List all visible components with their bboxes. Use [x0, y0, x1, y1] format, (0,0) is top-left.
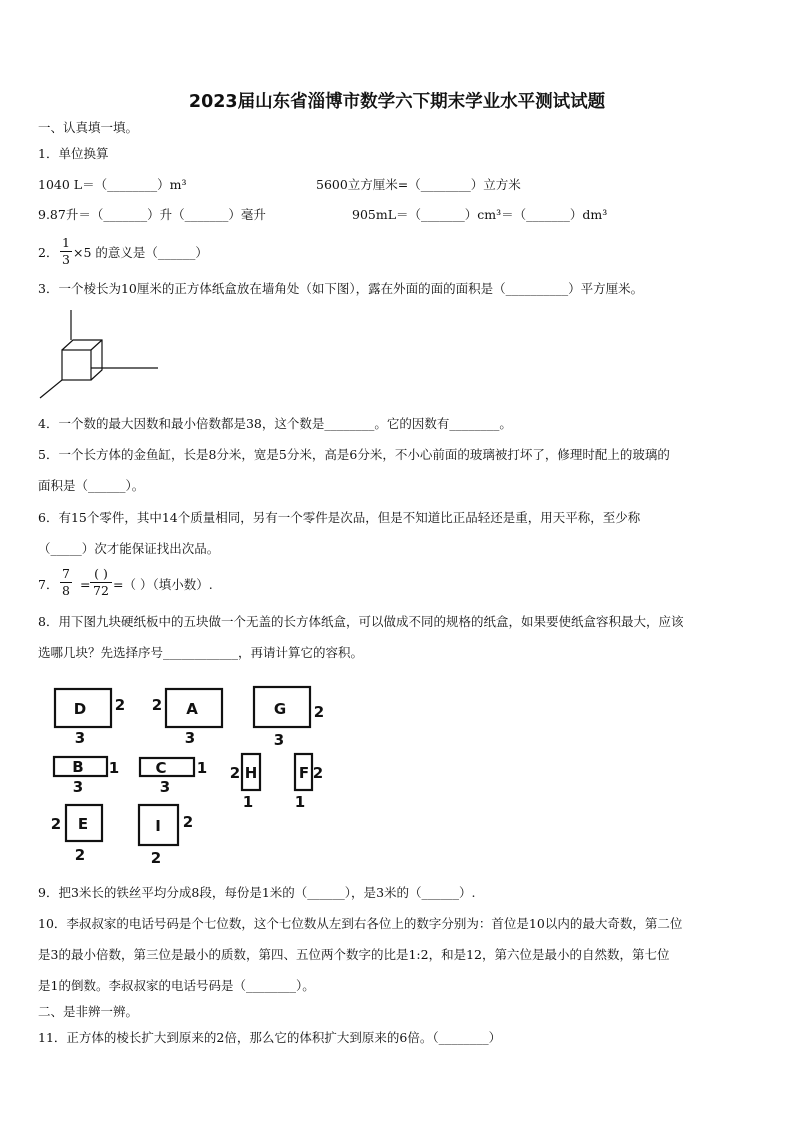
q10-line1: 10．李叔叔家的电话号码是个七位数，这个七位数从左到右各位上的数字分别为：首位是10以内的最大奇数，第二位 — [38, 916, 683, 931]
board-A-side: 2 — [151, 696, 163, 714]
q2-denominator: 3 — [62, 252, 70, 267]
section-1-heading: 一、认真填一填。 — [38, 120, 139, 135]
q7-fraction-2 — [90, 567, 112, 598]
q4-text: 4．一个数的最大因数和最小倍数都是38，这个数是________。它的因数有________。 — [38, 416, 512, 431]
q7-equals: = — [80, 577, 91, 592]
q7-f2-denominator: 72 — [93, 583, 109, 598]
q2-fraction — [60, 236, 72, 267]
q2-text: ×5 的意义是（______） — [73, 245, 208, 260]
q3-text: 3．一个棱长为10厘米的正方体纸盒放在墙角处（如下图），露在外面的面的面积是（__________）平方厘米。 — [38, 281, 644, 296]
board-H-id: H — [244, 764, 258, 782]
board-E-bottom: 2 — [74, 846, 86, 864]
board-I-bottom: 2 — [150, 849, 162, 867]
board-G-id: G — [273, 700, 287, 718]
q10-line2: 是3的最小倍数，第三位是最小的质数，第四、五位两个数字的比是1:2，和是12，第六位是最小的自然数，第七位 — [38, 947, 670, 962]
board-E-side: 2 — [50, 815, 62, 833]
board-B-side: 1 — [108, 759, 120, 777]
q1-d: 905mL＝（_______）cm³＝（_______）dm³ — [352, 207, 608, 222]
board-C — [140, 758, 194, 776]
board-H-bottom: 1 — [242, 793, 254, 811]
q8-line2: 选哪几块？先选择序号____________，再请计算它的容积。 — [38, 645, 364, 660]
boards-figure — [0, 675, 794, 875]
board-E-id: E — [77, 815, 89, 833]
section-2-heading: 二、是非辨一辨。 — [38, 1004, 139, 1019]
board-G-side: 2 — [313, 703, 325, 721]
board-A-bottom: 3 — [184, 729, 196, 747]
q2-number: 2． — [38, 245, 59, 260]
q7-fraction-1 — [60, 567, 72, 598]
board-C-side: 1 — [196, 759, 208, 777]
q6-line2: （_____）次才能保证找出次品。 — [38, 541, 220, 556]
q7-f1-denominator: 8 — [62, 583, 70, 598]
q1-a: 1040 L＝（________）m³ — [38, 177, 187, 192]
board-A-id: A — [186, 700, 198, 718]
board-H-side: 2 — [229, 764, 241, 782]
q8-line1: 8．用下图九块硬纸板中的五块做一个无盖的长方体纸盒，可以做成不同的规格的纸盒，如果要使纸盒容积最大，应该 — [38, 614, 684, 629]
q5-line2: 面积是（______）。 — [38, 478, 145, 493]
q2-numerator: 1 — [62, 235, 70, 250]
q7-number: 7． — [38, 577, 59, 592]
board-F-side: 2 — [312, 764, 324, 782]
q10-line3: 是1的倒数。李叔叔家的电话号码是（________）。 — [38, 978, 315, 993]
q5-line1: 5．一个长方体的金鱼缸，长是8分米，宽是5分米，高是6分米，不小心前面的玻璃被打坏了，修理时配上的玻璃的 — [38, 447, 670, 462]
board-I-id: I — [155, 817, 161, 835]
board-G-bottom: 3 — [273, 731, 285, 749]
cube-corner-figure — [38, 308, 163, 400]
board-C-bottom: 3 — [159, 778, 171, 796]
board-B-id: B — [72, 758, 84, 776]
q1-c: 9.87升＝（_______）升（_______）毫升 — [38, 207, 266, 222]
q6-line1: 6．有15个零件，其中14个质量相同，另有一个零件是次品，但是不知道比正品轻还是重，用天平称，至少称 — [38, 510, 641, 525]
page-title: 2023届山东省淄博市数学六下期末学业水平测试试题 — [188, 92, 606, 112]
board-F-bottom: 1 — [294, 793, 306, 811]
q11-text: 11．正方体的棱长扩大到原来的2倍，那么它的体积扩大到原来的6倍。（________） — [38, 1030, 502, 1045]
board-D-id: D — [73, 700, 87, 718]
board-C-id: C — [155, 759, 167, 777]
q7-f1-numerator: 7 — [62, 566, 70, 581]
board-D-side: 2 — [114, 696, 126, 714]
board-D-bottom: 3 — [74, 729, 86, 747]
q9-text: 9．把3米长的铁丝平均分成8段，每份是1米的（______），是3米的（______）. — [38, 885, 476, 900]
q1-label: 1．单位换算 — [38, 146, 109, 161]
board-I-side: 2 — [182, 813, 194, 831]
board-F-id: F — [298, 764, 310, 782]
q1-b: 5600立方厘米=（________）立方米 — [316, 177, 521, 192]
board-B-bottom: 3 — [72, 778, 84, 796]
q7-text: =（ ）（填小数）. — [113, 577, 213, 592]
q7-f2-numerator: ( ) — [94, 566, 108, 581]
